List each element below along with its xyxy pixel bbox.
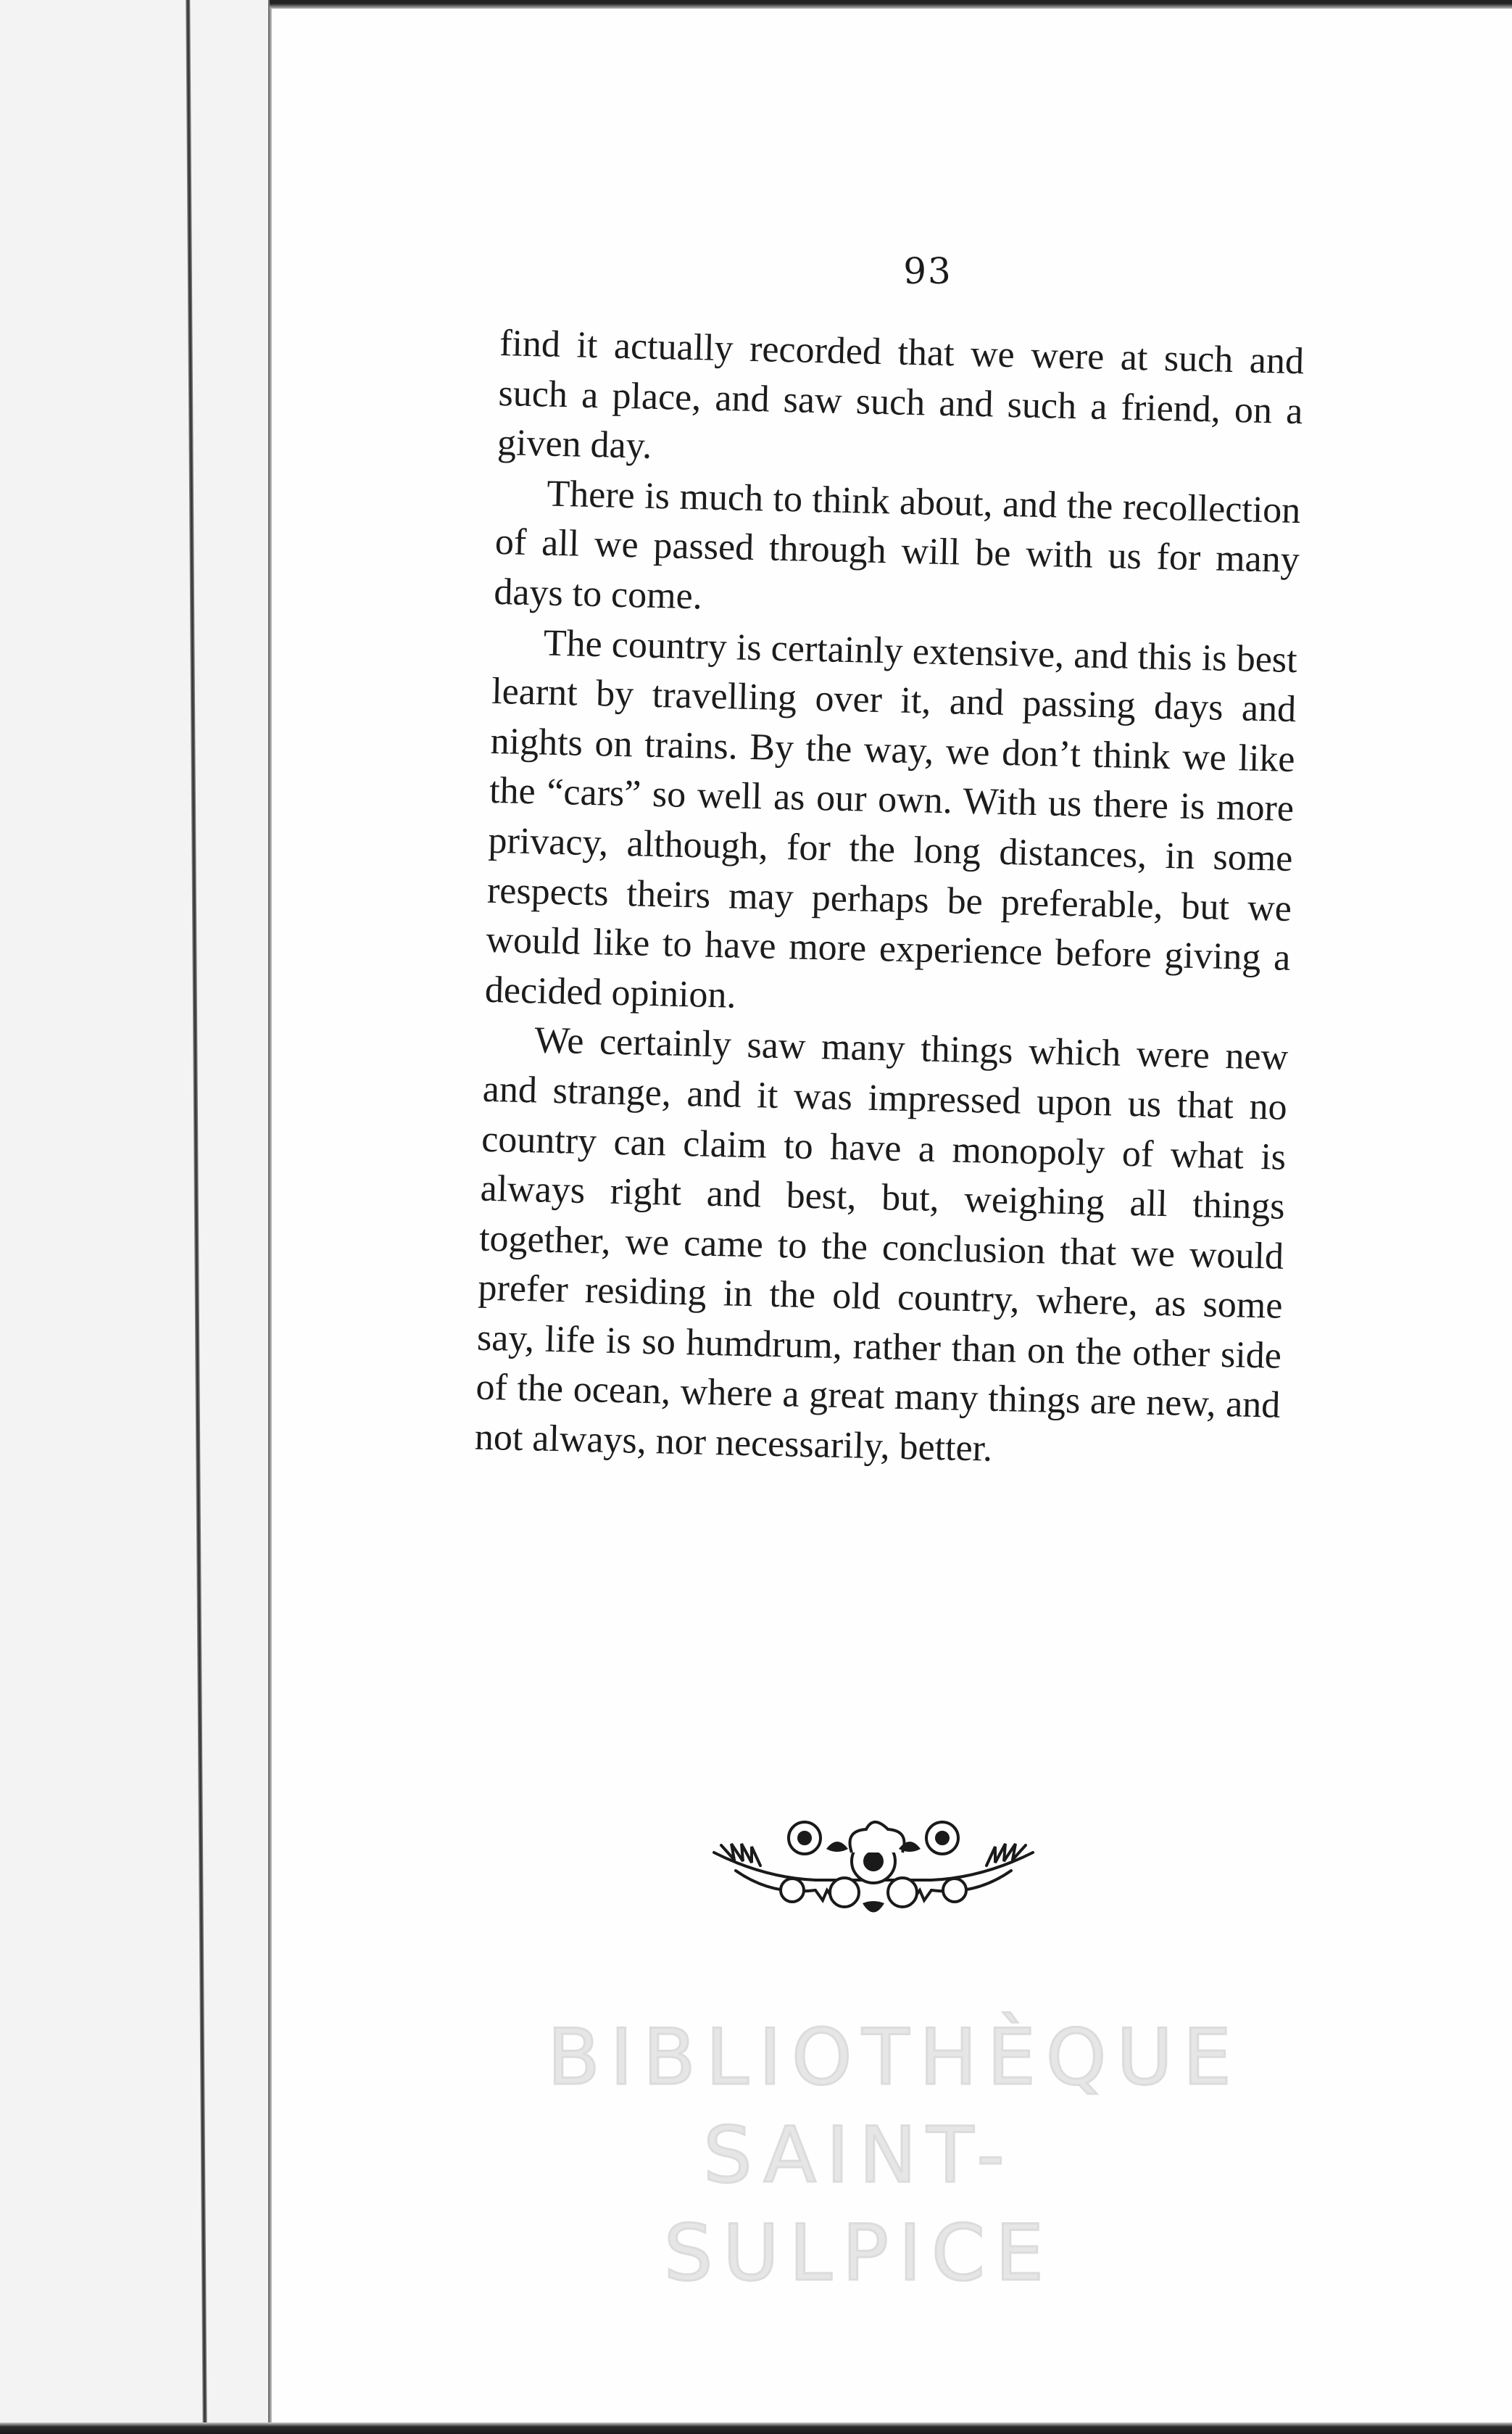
page-top-edge [270, 0, 1512, 9]
library-stamp [547, 2008, 1242, 2302]
page-left-edge [268, 0, 272, 2434]
paragraph: There is much to think about, and the recollection of all we passed through will be with us for many days to come. [493, 473, 1301, 618]
stamp-line-1: BIBLIOTHÈQUE [547, 2013, 1242, 2102]
paragraph-continued: find it actually recorded that we were at such and such a place, and saw such and such a friend, on a given day. [497, 322, 1305, 467]
floral-tailpiece-icon [707, 1809, 1040, 1932]
paragraph: The country is certainly extensive, and this is best learnt by travelling over it, and passing days and nights on trains. By the way, we don’t think we like the “cars” so well as our own. With us there is more privacy, although, for the long distances, in some respects theirs may perhaps be preferable, but we would like to have more experience before giving a decided opinion. [484, 622, 1298, 1017]
page-number: 93 [903, 250, 952, 292]
paragraph: We certainly saw many things which were new and strange, and it was impressed upon us that no country can claim to have a monopoly of what is always right and best, but, weighing all things together, we came to the conclusion that we would prefer residing in the old country, where, as some say, life is so humdrum, rather than on the other side of the ocean, where a great many things are new, and not always, nor necessarily, better. [474, 1019, 1289, 1470]
body-text [474, 319, 1305, 1481]
page-bottom-edge [0, 2422, 1512, 2434]
previous-page-margin [0, 0, 270, 2434]
stamp-line-2: SAINT-SULPICE [663, 2111, 1055, 2298]
